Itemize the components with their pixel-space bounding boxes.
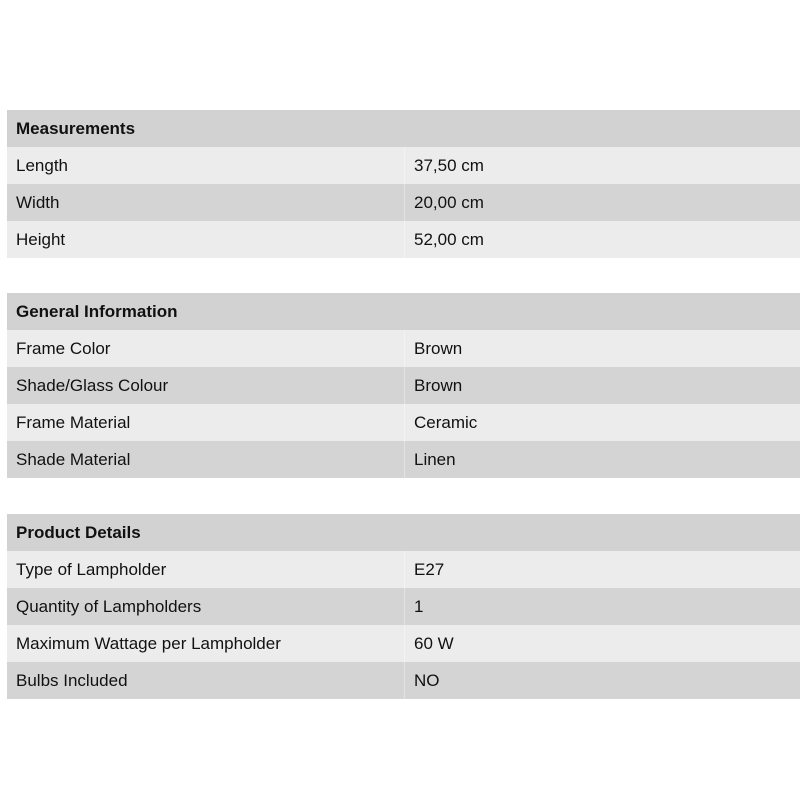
product-details-table [7,514,800,699]
row-value: 1 [404,588,800,625]
row-label: Type of Lampholder [16,559,167,579]
table-header: General Information [7,293,800,330]
table-header: Product Details [7,514,800,551]
row-label: Frame Material [16,412,131,432]
row-value: Ceramic [404,404,800,441]
table-row [7,367,800,404]
general-information-table [7,293,800,478]
table-row [7,221,800,258]
table-row [7,404,800,441]
row-label: Length [16,155,68,175]
table-row [7,147,800,184]
row-value: Brown [404,330,800,367]
row-label: Bulbs Included [16,670,128,690]
table-row [7,588,800,625]
table-row [7,441,800,478]
row-value: 37,50 cm [404,147,800,184]
row-label: Height [16,229,66,249]
row-value: Brown [404,367,800,404]
table-header: Measurements [7,110,800,147]
row-value: 20,00 cm [404,184,800,221]
row-label: Frame Color [16,338,111,358]
row-label: Shade Material [16,449,131,469]
row-label: Shade/Glass Colour [16,375,169,395]
measurements-table [7,110,800,258]
row-value: 60 W [404,625,800,662]
row-value: Linen [404,441,800,478]
table-row [7,551,800,588]
row-label: Width [16,192,60,212]
row-value: E27 [404,551,800,588]
row-label: Maximum Wattage per Lampholder [16,633,281,653]
table-row [7,625,800,662]
table-row [7,330,800,367]
row-label: Quantity of Lampholders [16,596,202,616]
row-value: NO [404,662,800,699]
table-row [7,662,800,699]
row-value: 52,00 cm [404,221,800,258]
table-row [7,184,800,221]
